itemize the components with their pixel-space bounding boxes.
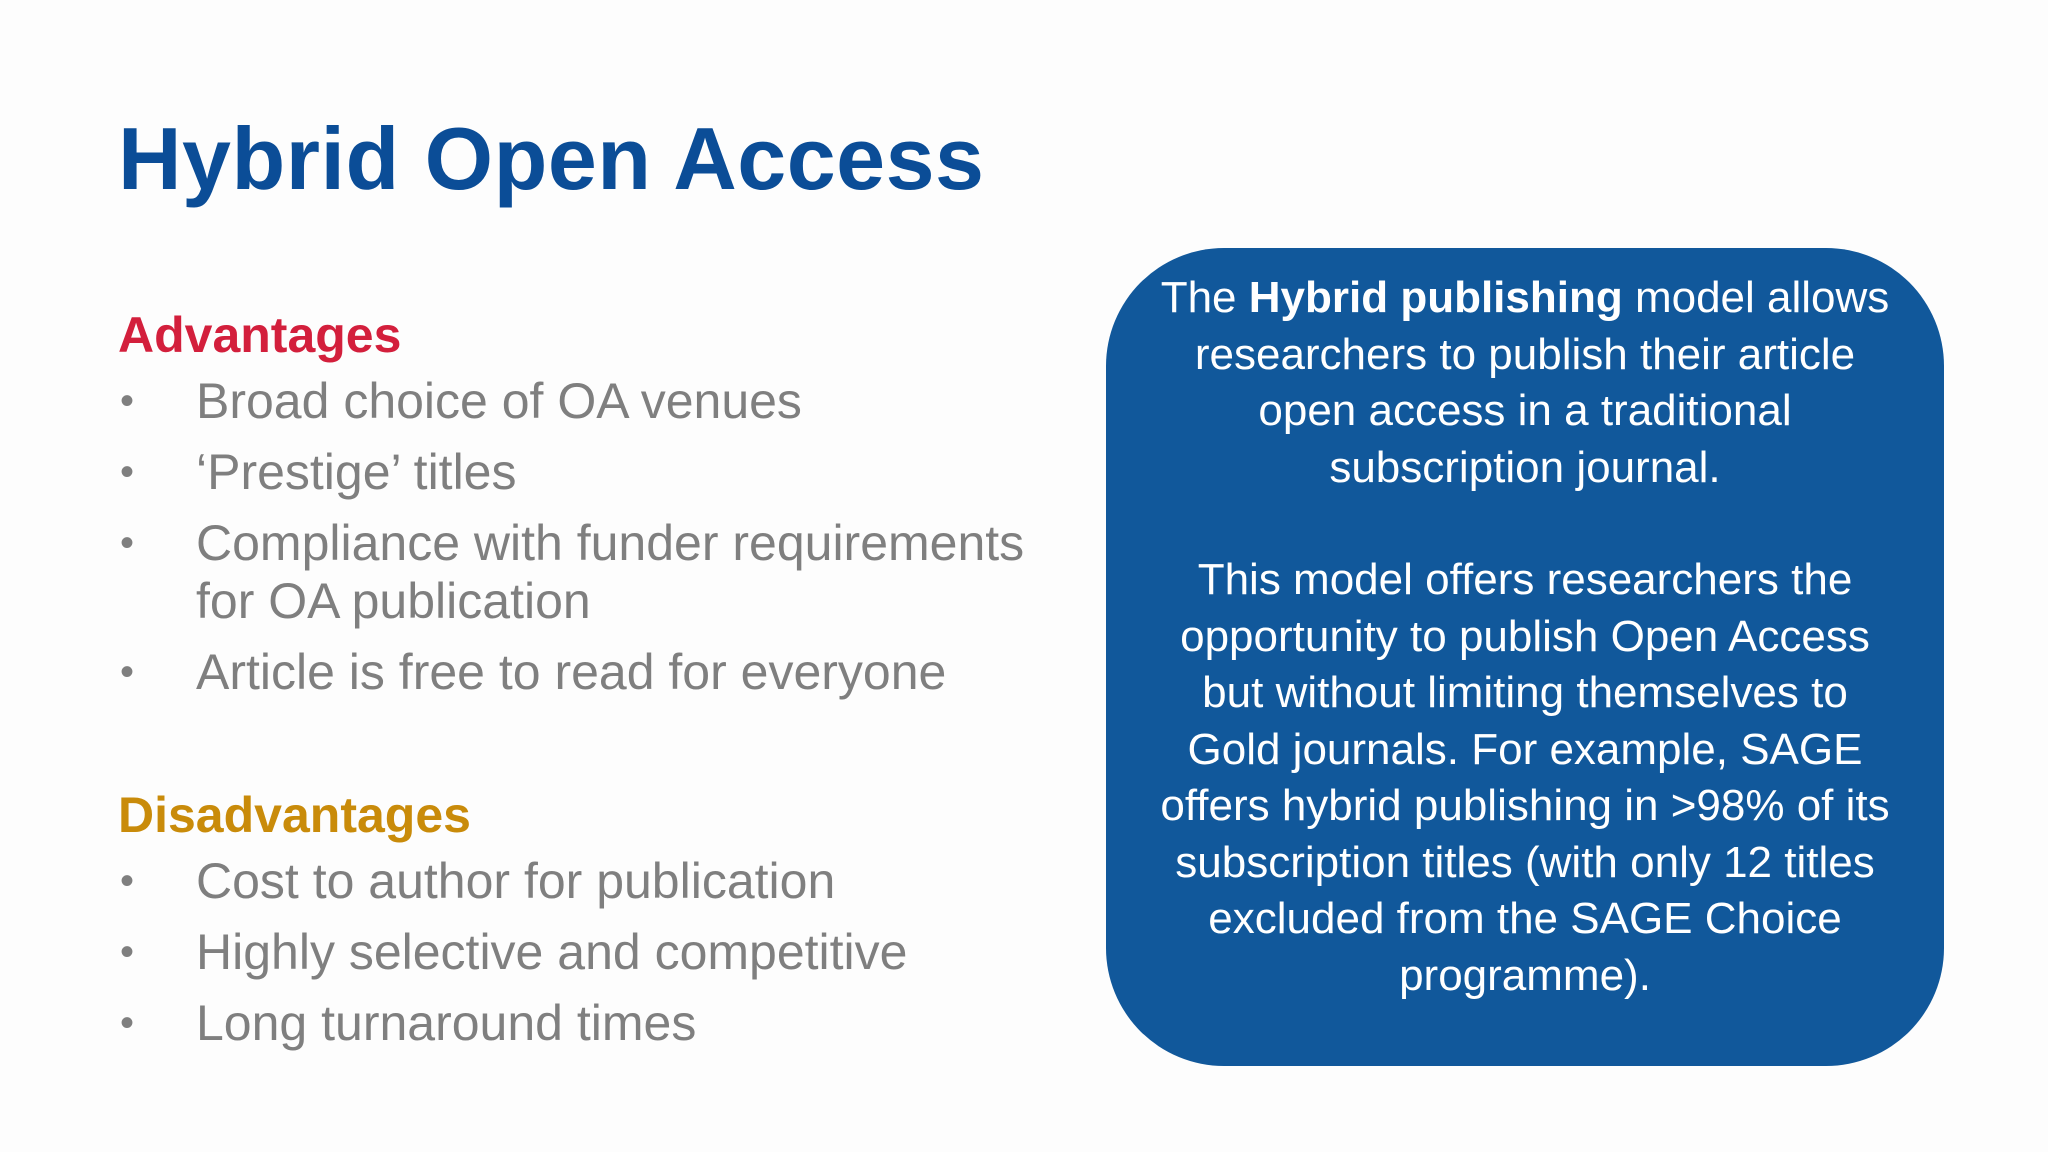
advantages-item-text: ‘Prestige’ titles [196, 444, 517, 500]
disadvantages-item [118, 923, 1038, 981]
advantages-item [118, 372, 1038, 430]
advantages-item [118, 643, 1038, 701]
bullet-icon: • [120, 1001, 135, 1045]
advantages-item-text: Broad choice of OA venues [196, 373, 802, 429]
disadvantages-item-text: Cost to author for publication [196, 853, 836, 909]
callout-paragraph-example: This model offers researchers the opportunity to publish Open Access but without limiting themselves to Gold journals. For example, SAGE offers hybrid publishing in >98% of its subscription titles (with only 12 titles excluded from the SAGE Choice programme). [1160, 555, 1890, 1000]
bullet-icon: • [120, 450, 135, 494]
disadvantages-item [118, 994, 1038, 1052]
advantages-item [118, 443, 1038, 501]
advantages-heading: Advantages [118, 307, 402, 363]
advantages-item-text: Article is free to read for everyone [196, 644, 947, 700]
bullet-icon: • [120, 930, 135, 974]
bullet-icon: • [120, 650, 135, 694]
bullet-icon: • [120, 379, 135, 423]
slide-title: Hybrid Open Access [118, 109, 985, 208]
advantages-list [118, 372, 1038, 714]
disadvantages-item-text: Long turnaround times [196, 995, 697, 1051]
advantages-item-text: Compliance with funder requirements for OA publication [196, 515, 1025, 629]
bullet-icon: • [120, 859, 135, 903]
disadvantages-item [118, 852, 1038, 910]
callout-paragraph-definition [1152, 270, 1898, 496]
callout-text: model allows researchers to publish their article open access in a traditional subscription journal. [1194, 273, 1890, 492]
hybrid-model-callout [1106, 248, 1944, 1066]
disadvantages-item-text: Highly selective and competitive [196, 924, 908, 980]
callout-bold-term: Hybrid publishing [1248, 273, 1623, 322]
callout-text: The [1160, 273, 1249, 322]
advantages-item [118, 514, 1038, 630]
bullet-icon: • [120, 521, 135, 565]
disadvantages-list [118, 852, 1038, 1065]
disadvantages-heading: Disadvantages [118, 787, 471, 843]
